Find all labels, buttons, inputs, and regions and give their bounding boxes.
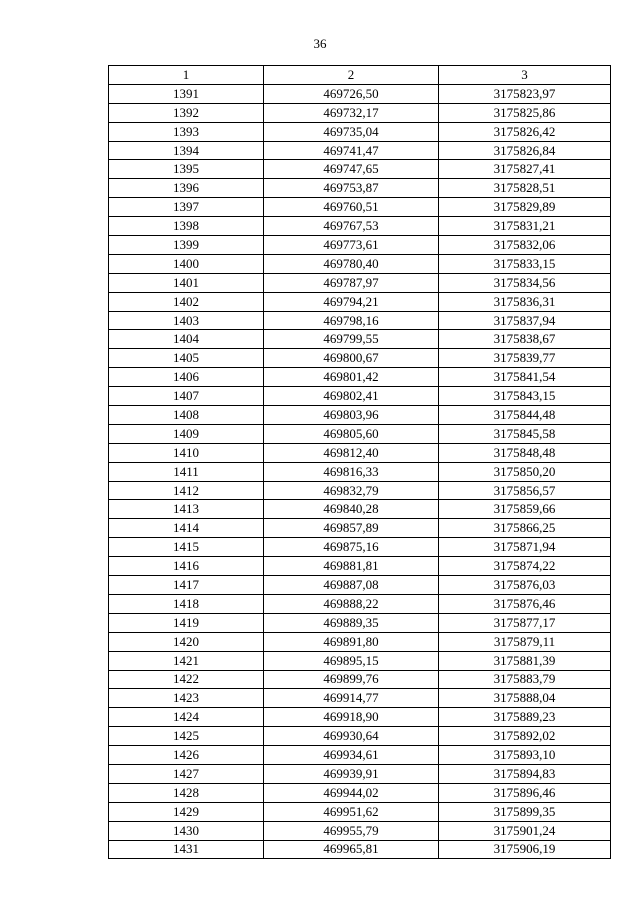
table-cell-col-1: 1430	[109, 821, 264, 840]
table-row	[109, 594, 611, 613]
table-cell-col-2: 469801,42	[264, 368, 439, 387]
table-row	[109, 387, 611, 406]
table-cell-col-2: 469732,17	[264, 103, 439, 122]
table-cell-col-3: 3175829,89	[439, 198, 611, 217]
table-cell-col-3: 3175874,22	[439, 557, 611, 576]
table-row	[109, 557, 611, 576]
table-cell-col-3: 3175826,42	[439, 122, 611, 141]
column-header-1: 1	[109, 66, 264, 85]
table-cell-col-1: 1422	[109, 670, 264, 689]
table-row	[109, 103, 611, 122]
table-cell-col-2: 469891,80	[264, 632, 439, 651]
table-row	[109, 613, 611, 632]
table-cell-col-1: 1428	[109, 783, 264, 802]
table-row	[109, 122, 611, 141]
table-cell-col-3: 3175826,84	[439, 141, 611, 160]
table-cell-col-1: 1412	[109, 481, 264, 500]
table-cell-col-3: 3175831,21	[439, 217, 611, 236]
table-cell-col-2: 469857,89	[264, 519, 439, 538]
table-row	[109, 236, 611, 255]
table-cell-col-2: 469889,35	[264, 613, 439, 632]
table-cell-col-3: 3175838,67	[439, 330, 611, 349]
table-cell-col-3: 3175844,48	[439, 406, 611, 425]
table-cell-col-1: 1413	[109, 500, 264, 519]
table-cell-col-1: 1392	[109, 103, 264, 122]
table-row	[109, 368, 611, 387]
table-cell-col-1: 1426	[109, 746, 264, 765]
coordinates-table	[108, 65, 611, 859]
table-cell-col-3: 3175833,15	[439, 254, 611, 273]
table-cell-col-1: 1420	[109, 632, 264, 651]
table-row	[109, 292, 611, 311]
table-cell-col-1: 1427	[109, 764, 264, 783]
table-row	[109, 462, 611, 481]
table-cell-col-1: 1410	[109, 443, 264, 462]
table-cell-col-3: 3175834,56	[439, 273, 611, 292]
table-cell-col-3: 3175828,51	[439, 179, 611, 198]
table-cell-col-2: 469930,64	[264, 727, 439, 746]
table-row	[109, 330, 611, 349]
table-cell-col-1: 1418	[109, 594, 264, 613]
table-cell-col-2: 469794,21	[264, 292, 439, 311]
table-row	[109, 746, 611, 765]
table-cell-col-3: 3175892,02	[439, 727, 611, 746]
table-cell-col-3: 3175876,46	[439, 594, 611, 613]
table-cell-col-2: 469798,16	[264, 311, 439, 330]
table-cell-col-1: 1423	[109, 689, 264, 708]
table-cell-col-1: 1402	[109, 292, 264, 311]
table-cell-col-1: 1397	[109, 198, 264, 217]
table-row	[109, 311, 611, 330]
table-cell-col-2: 469840,28	[264, 500, 439, 519]
table-row	[109, 519, 611, 538]
table-cell-col-1: 1400	[109, 254, 264, 273]
table-cell-col-1: 1431	[109, 840, 264, 859]
table-row	[109, 708, 611, 727]
table-cell-col-1: 1405	[109, 349, 264, 368]
table-cell-col-1: 1399	[109, 236, 264, 255]
table-cell-col-3: 3175827,41	[439, 160, 611, 179]
table-cell-col-3: 3175856,57	[439, 481, 611, 500]
table-row	[109, 481, 611, 500]
table-cell-col-3: 3175832,06	[439, 236, 611, 255]
table-cell-col-3: 3175871,94	[439, 538, 611, 557]
table-row	[109, 424, 611, 443]
table-row	[109, 727, 611, 746]
table-cell-col-2: 469944,02	[264, 783, 439, 802]
table-cell-col-2: 469895,15	[264, 651, 439, 670]
table-cell-col-2: 469753,87	[264, 179, 439, 198]
table-cell-col-2: 469816,33	[264, 462, 439, 481]
table-row	[109, 670, 611, 689]
table-cell-col-3: 3175893,10	[439, 746, 611, 765]
table-row	[109, 651, 611, 670]
table-row	[109, 254, 611, 273]
table-row	[109, 632, 611, 651]
table-cell-col-1: 1396	[109, 179, 264, 198]
column-header-2: 2	[264, 66, 439, 85]
table-cell-col-2: 469805,60	[264, 424, 439, 443]
table-row	[109, 500, 611, 519]
table-cell-col-1: 1398	[109, 217, 264, 236]
table-cell-col-3: 3175843,15	[439, 387, 611, 406]
table-row	[109, 406, 611, 425]
table-cell-col-3: 3175850,20	[439, 462, 611, 481]
table-cell-col-2: 469812,40	[264, 443, 439, 462]
table-row	[109, 160, 611, 179]
table-cell-col-2: 469939,91	[264, 764, 439, 783]
table-cell-col-1: 1424	[109, 708, 264, 727]
table-cell-col-1: 1419	[109, 613, 264, 632]
table-cell-col-1: 1404	[109, 330, 264, 349]
table-cell-col-3: 3175879,11	[439, 632, 611, 651]
table-cell-col-1: 1393	[109, 122, 264, 141]
table-cell-col-3: 3175839,77	[439, 349, 611, 368]
table-cell-col-3: 3175841,54	[439, 368, 611, 387]
table-body	[109, 84, 611, 859]
table-cell-col-1: 1408	[109, 406, 264, 425]
table-row	[109, 198, 611, 217]
table-cell-col-1: 1406	[109, 368, 264, 387]
table-cell-col-1: 1415	[109, 538, 264, 557]
table-row	[109, 273, 611, 292]
table-cell-col-2: 469787,97	[264, 273, 439, 292]
table-cell-col-2: 469760,51	[264, 198, 439, 217]
table-cell-col-3: 3175836,31	[439, 292, 611, 311]
table-row	[109, 689, 611, 708]
table-cell-col-3: 3175896,46	[439, 783, 611, 802]
table-header-row	[109, 66, 611, 85]
table-cell-col-2: 469799,55	[264, 330, 439, 349]
table-cell-col-2: 469800,67	[264, 349, 439, 368]
table-cell-col-3: 3175866,25	[439, 519, 611, 538]
table-cell-col-2: 469951,62	[264, 802, 439, 821]
table-cell-col-3: 3175825,86	[439, 103, 611, 122]
table-cell-col-3: 3175848,48	[439, 443, 611, 462]
table-cell-col-1: 1401	[109, 273, 264, 292]
table-cell-col-2: 469747,65	[264, 160, 439, 179]
table-cell-col-2: 469780,40	[264, 254, 439, 273]
table-cell-col-2: 469965,81	[264, 840, 439, 859]
table-cell-col-2: 469887,08	[264, 576, 439, 595]
table-cell-col-2: 469735,04	[264, 122, 439, 141]
table-row	[109, 217, 611, 236]
table-cell-col-3: 3175823,97	[439, 84, 611, 103]
table-cell-col-3: 3175899,35	[439, 802, 611, 821]
table-row	[109, 764, 611, 783]
table-cell-col-1: 1407	[109, 387, 264, 406]
table-cell-col-2: 469741,47	[264, 141, 439, 160]
table-row	[109, 538, 611, 557]
table-cell-col-3: 3175889,23	[439, 708, 611, 727]
table-row	[109, 821, 611, 840]
table-cell-col-2: 469767,53	[264, 217, 439, 236]
table-row	[109, 349, 611, 368]
table-cell-col-3: 3175894,83	[439, 764, 611, 783]
table-cell-col-1: 1395	[109, 160, 264, 179]
table-cell-col-2: 469955,79	[264, 821, 439, 840]
table-cell-col-2: 469832,79	[264, 481, 439, 500]
column-header-3: 3	[439, 66, 611, 85]
table-cell-col-1: 1414	[109, 519, 264, 538]
table-cell-col-2: 469888,22	[264, 594, 439, 613]
table-cell-col-2: 469875,16	[264, 538, 439, 557]
table-row	[109, 840, 611, 859]
table-row	[109, 443, 611, 462]
table-row	[109, 141, 611, 160]
table-row	[109, 783, 611, 802]
table-row	[109, 84, 611, 103]
table-cell-col-3: 3175837,94	[439, 311, 611, 330]
page-number: 36	[313, 36, 327, 51]
table-cell-col-1: 1394	[109, 141, 264, 160]
table-cell-col-3: 3175876,03	[439, 576, 611, 595]
table-cell-col-1: 1409	[109, 424, 264, 443]
table-cell-col-1: 1391	[109, 84, 264, 103]
table-cell-col-3: 3175859,66	[439, 500, 611, 519]
table-cell-col-1: 1421	[109, 651, 264, 670]
table-cell-col-2: 469914,77	[264, 689, 439, 708]
table-row	[109, 576, 611, 595]
table-cell-col-1: 1411	[109, 462, 264, 481]
table-cell-col-3: 3175877,17	[439, 613, 611, 632]
table-cell-col-1: 1429	[109, 802, 264, 821]
table-cell-col-1: 1416	[109, 557, 264, 576]
table-cell-col-2: 469899,76	[264, 670, 439, 689]
table-row	[109, 179, 611, 198]
table-cell-col-2: 469918,90	[264, 708, 439, 727]
table-cell-col-2: 469726,50	[264, 84, 439, 103]
table-cell-col-2: 469934,61	[264, 746, 439, 765]
table-cell-col-3: 3175883,79	[439, 670, 611, 689]
table-cell-col-2: 469881,81	[264, 557, 439, 576]
table-cell-col-2: 469773,61	[264, 236, 439, 255]
table-cell-col-3: 3175888,04	[439, 689, 611, 708]
table-cell-col-2: 469803,96	[264, 406, 439, 425]
table-cell-col-1: 1425	[109, 727, 264, 746]
table-cell-col-3: 3175881,39	[439, 651, 611, 670]
table-cell-col-3: 3175901,24	[439, 821, 611, 840]
table-cell-col-3: 3175845,58	[439, 424, 611, 443]
table-cell-col-1: 1403	[109, 311, 264, 330]
table-row	[109, 802, 611, 821]
table-cell-col-1: 1417	[109, 576, 264, 595]
table-cell-col-2: 469802,41	[264, 387, 439, 406]
table-cell-col-3: 3175906,19	[439, 840, 611, 859]
